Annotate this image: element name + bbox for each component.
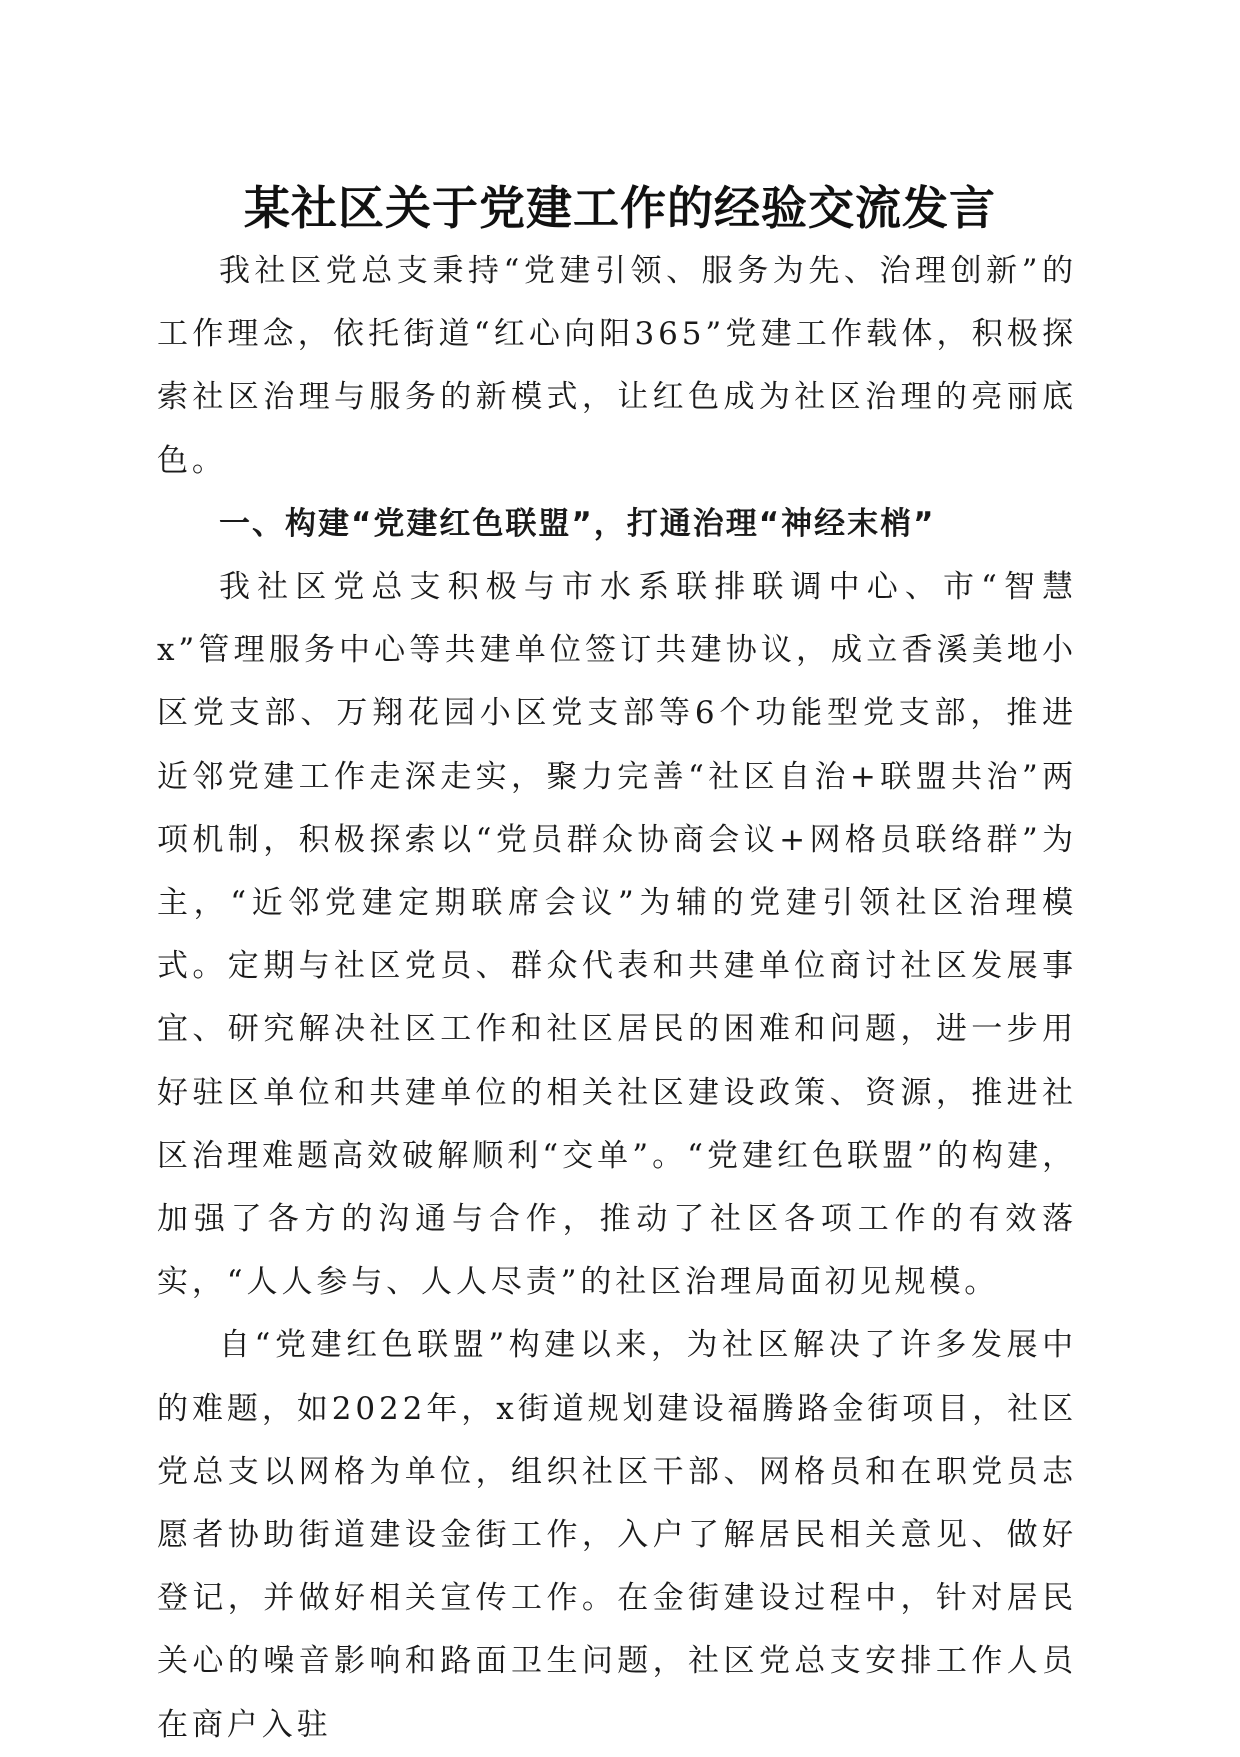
document-title: 某社区关于党建工作的经验交流发言 (244, 181, 996, 235)
body-paragraph: 自“党建红色联盟”构建以来，为社区解决了许多发展中的难题，如2022年，x街道规划建设福腾路金街项目，社区党总支以网格为单位，组织社区干部、网格员和在职党员志愿者协助街道建设金街工作，入户了解居民相关意见、做好登记，并做好相关宣传工作。在金街建设过程中，针对居民关心的噪音影响和路面卫生问题，社区党总支安排工作人员在商户入驻 (157, 1327, 1077, 1743)
section-heading: 一、构建“党建红色联盟”，打通治理“神经末梢” (219, 505, 936, 542)
document-body (157, 240, 1077, 1757)
body-paragraph: 我社区党总支积极与市水系联排联调中心、市“智慧x”管理服务中心等共建单位签订共建协议，成立香溪美地小区党支部、万翔花园小区党支部等6个功能型党支部，推进近邻党建工作走深走实，聚力完善“社区自治+联盟共治”两项机制，积极探索以“党员群众协商会议+网格员联络群”为主，“近邻党建定期联席会议”为辅的党建引领社区治理模式。定期与社区党员、群众代表和共建单位商讨社区发展事宜、研究解决社区工作和社区居民的困难和问题，进一步用好驻区单位和共建单位的相关社区建设政策、资源，推进社区治理难题高效破解顺利“交单”。“党建红色联盟”的构建，加强了各方的沟通与合作，推动了社区各项工作的有效落实，“人人参与、人人尽责”的社区治理局面初见规模。 (157, 569, 1077, 1301)
intro-paragraph: 我社区党总支秉持“党建引领、服务为先、治理创新”的工作理念，依托街道“红心向阳365”党建工作载体，积极探索社区治理与服务的新模式，让红色成为社区治理的亮丽底色。 (157, 253, 1077, 479)
